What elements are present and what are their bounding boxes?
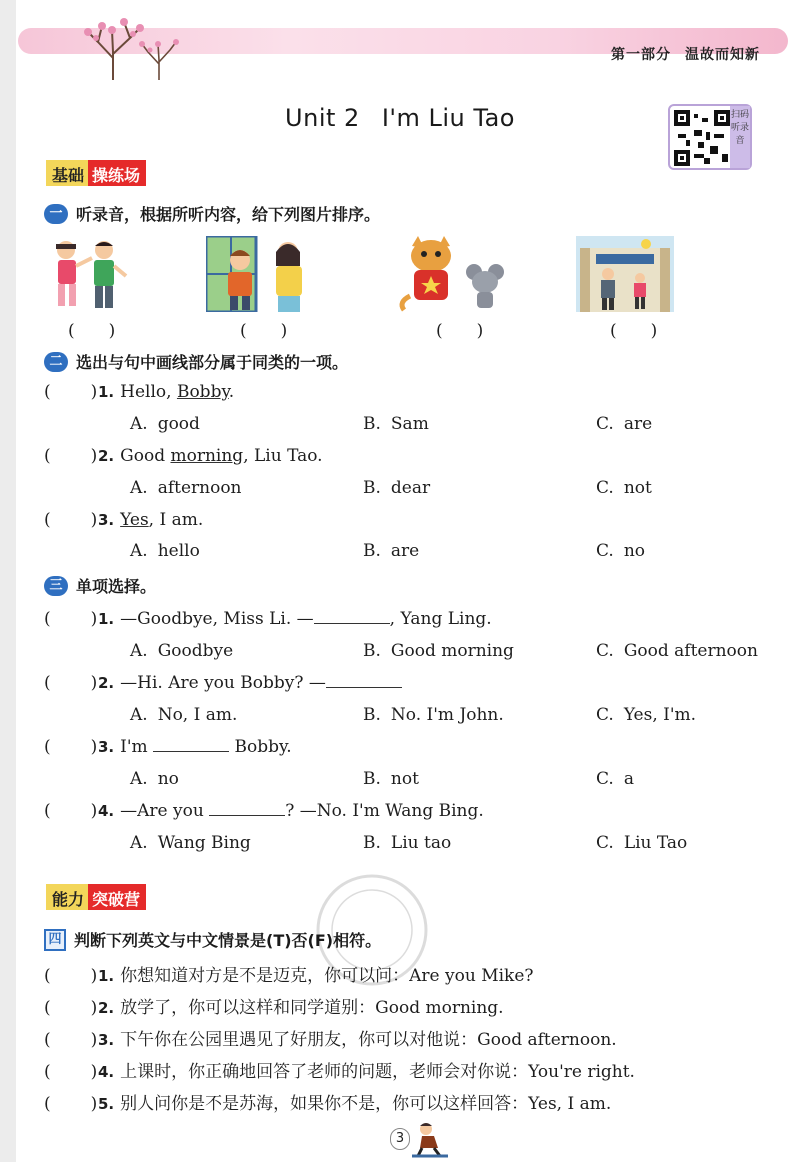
- item-text: 下午你在公园里遇见了好朋友，你可以对他说：Good afternoon.: [120, 1030, 617, 1050]
- q3-item-1: [44, 609, 492, 629]
- item-number: 2.: [98, 999, 115, 1017]
- q3-1-option-c[interactable]: [596, 641, 758, 661]
- item-text-post: , Yang Ling.: [389, 609, 492, 629]
- option-letter: B.: [363, 478, 381, 498]
- option-text: are: [390, 541, 420, 561]
- option-letter: A.: [130, 541, 148, 561]
- picture-1-answer[interactable]: ( ): [68, 321, 116, 341]
- q3-4-option-b[interactable]: [363, 833, 451, 853]
- item-text: 别人问你是不是苏海，如果你不是，你可以这样回答：Yes, I am.: [120, 1094, 612, 1114]
- small-tree-icon: [136, 36, 182, 80]
- question-2-heading: [44, 350, 348, 373]
- question-3-instruction: 单项选择。: [76, 577, 157, 596]
- answer-bracket[interactable]: ( ): [44, 1030, 98, 1050]
- q3-3-option-b[interactable]: [363, 769, 419, 789]
- item-number: 3.: [98, 1031, 115, 1049]
- underlined-word: morning: [170, 446, 244, 466]
- option-text: Liu Tao: [623, 833, 688, 853]
- question-2-badge: 二: [44, 352, 68, 372]
- children-greeting-picture: [42, 236, 134, 312]
- section-ability-tag: [46, 884, 146, 910]
- q3-item-3: [44, 737, 292, 757]
- option-letter: A.: [130, 833, 148, 853]
- option-text: hello: [157, 541, 200, 561]
- part-label: 第一部分: [611, 47, 671, 63]
- question-4-heading: [44, 928, 381, 951]
- option-letter: A.: [130, 478, 148, 498]
- option-text: No. I'm John.: [390, 705, 504, 725]
- qr-label: 扫码听录音: [730, 106, 750, 168]
- q2-item-1: [44, 382, 234, 402]
- question-4-badge: 四: [44, 929, 66, 951]
- q3-4-option-a[interactable]: [130, 833, 251, 853]
- q2-1-option-a[interactable]: [130, 414, 200, 434]
- option-letter: C.: [596, 705, 614, 725]
- option-text: no: [157, 769, 179, 789]
- option-letter: B.: [363, 541, 381, 561]
- mascot-icon: [412, 1120, 448, 1158]
- option-letter: B.: [363, 833, 381, 853]
- section-ability-label-b: 突破营: [88, 884, 146, 910]
- q2-2-option-b[interactable]: [363, 478, 430, 498]
- item-number: 2.: [98, 674, 115, 692]
- option-text: afternoon: [157, 478, 242, 498]
- option-text: Goodbye: [157, 641, 234, 661]
- item-text-pre: I'm: [120, 737, 154, 757]
- option-letter: C.: [596, 541, 614, 561]
- answer-bracket[interactable]: ( ): [44, 446, 98, 466]
- option-letter: C.: [596, 641, 614, 661]
- q2-3-option-c[interactable]: [596, 541, 645, 561]
- q4-item-3: [44, 1025, 617, 1050]
- item-text: 上课时，你正确地回答了老师的问题，老师会对你说：You're right.: [120, 1062, 635, 1082]
- q3-2-option-b[interactable]: [363, 705, 504, 725]
- answer-bracket[interactable]: ( ): [44, 1094, 98, 1114]
- q2-1-option-c[interactable]: [596, 414, 652, 434]
- q4-item-5: [44, 1089, 611, 1114]
- section-basic-tag: [46, 160, 146, 186]
- option-letter: B.: [363, 705, 381, 725]
- answer-bracket[interactable]: ( ): [44, 510, 98, 530]
- q3-item-2: [44, 673, 402, 693]
- qr-code-box[interactable]: [668, 104, 752, 170]
- question-1-heading: [44, 202, 380, 225]
- question-1-instruction: 听录音，根据所听内容，给下列图片排序。: [76, 205, 381, 224]
- option-text: No, I am.: [157, 705, 238, 725]
- item-number: 5.: [98, 1095, 115, 1113]
- page-number: 3: [390, 1128, 410, 1150]
- item-number: 1.: [98, 383, 115, 401]
- option-text: Liu tao: [390, 833, 452, 853]
- slogan-label: 温故而知新: [685, 47, 760, 63]
- q2-3-option-b[interactable]: [363, 541, 419, 561]
- unit-name: I'm Liu Tao: [381, 104, 515, 132]
- option-text: dear: [390, 478, 431, 498]
- option-letter: C.: [596, 478, 614, 498]
- section-basic-label-b: 操练场: [88, 160, 146, 186]
- item-text-pre: Good: [120, 446, 171, 466]
- answer-bracket[interactable]: ( ): [44, 998, 98, 1018]
- q2-2-option-a[interactable]: [130, 478, 242, 498]
- question-2-instruction: 选出与句中画线部分属于同类的一项。: [76, 353, 349, 372]
- q2-2-option-c[interactable]: [596, 478, 652, 498]
- q4-item-2: [44, 993, 504, 1018]
- option-text: not: [623, 478, 652, 498]
- option-text: good: [157, 414, 200, 434]
- picture-4-answer[interactable]: ( ): [610, 321, 658, 341]
- option-letter: A.: [130, 414, 148, 434]
- underlined-word: Bobby: [176, 382, 229, 402]
- option-letter: A.: [130, 641, 148, 661]
- fill-blank[interactable]: [326, 674, 402, 688]
- option-text: Good morning: [390, 641, 514, 661]
- question-3-badge: 三: [44, 576, 68, 596]
- item-number: 1.: [98, 610, 115, 628]
- q3-1-option-b[interactable]: [363, 641, 514, 661]
- question-3-heading: [44, 574, 156, 597]
- q2-item-3: [44, 510, 203, 530]
- q3-3-option-a[interactable]: [130, 769, 179, 789]
- fill-blank[interactable]: [209, 802, 285, 816]
- answer-bracket[interactable]: ( ): [44, 673, 98, 693]
- item-number: 4.: [98, 802, 115, 820]
- answer-bracket[interactable]: ( ): [44, 609, 98, 629]
- q4-item-4: [44, 1057, 635, 1082]
- page-edge: [0, 0, 16, 1162]
- underlined-word: Yes: [120, 510, 149, 530]
- boy-and-woman-picture: [206, 236, 324, 312]
- section-basic-label-a: 基础: [46, 160, 88, 186]
- answer-bracket[interactable]: ( ): [44, 737, 98, 757]
- q3-3-option-c[interactable]: [596, 769, 634, 789]
- option-text: not: [390, 769, 419, 789]
- item-text: 放学了，你可以这样和同学道别：Good morning.: [120, 998, 504, 1018]
- item-text-post: Bobby.: [229, 737, 292, 757]
- item-text-pre: —Are you: [120, 801, 210, 821]
- header-part-label: [597, 44, 760, 64]
- q3-2-option-c[interactable]: [596, 705, 696, 725]
- item-number: 4.: [98, 1063, 115, 1081]
- item-text-post: .: [228, 382, 235, 402]
- item-text-post: , I am.: [148, 510, 204, 530]
- section-ability-label-a: 能力: [46, 884, 88, 910]
- fill-blank[interactable]: [153, 738, 229, 752]
- option-letter: C.: [596, 414, 614, 434]
- item-text-pre: —Hi. Are you Bobby? —: [120, 673, 326, 693]
- q3-4-option-c[interactable]: [596, 833, 687, 853]
- item-number: 2.: [98, 447, 115, 465]
- option-letter: C.: [596, 833, 614, 853]
- option-text: a: [623, 769, 634, 789]
- item-text-pre: —Goodbye, Miss Li. —: [120, 609, 314, 629]
- answer-bracket[interactable]: ( ): [44, 1062, 98, 1082]
- option-text: Yes, I'm.: [623, 705, 697, 725]
- answer-bracket[interactable]: ( ): [44, 966, 98, 986]
- answer-bracket[interactable]: ( ): [44, 382, 98, 402]
- option-text: are: [623, 414, 653, 434]
- item-number: 3.: [98, 738, 115, 756]
- option-letter: A.: [130, 769, 148, 789]
- q3-item-4: [44, 801, 484, 821]
- answer-bracket[interactable]: ( ): [44, 801, 98, 821]
- q4-item-1: [44, 961, 534, 986]
- question-4-instruction: 判断下列英文与中文情景是(T)否(F)相符。: [74, 931, 382, 950]
- cat-and-mouse-picture: [398, 236, 510, 312]
- option-letter: A.: [130, 705, 148, 725]
- q3-1-option-a[interactable]: [130, 641, 233, 661]
- item-text-post: , Liu Tao.: [243, 446, 323, 466]
- option-text: Wang Bing: [157, 833, 251, 853]
- option-letter: C.: [596, 769, 614, 789]
- option-letter: B.: [363, 414, 381, 434]
- qr-code-icon: [674, 110, 730, 166]
- option-text: Good afternoon: [623, 641, 758, 661]
- item-text-post: ? —No. I'm Wang Bing.: [285, 801, 484, 821]
- item-text-pre: Hello,: [120, 382, 177, 402]
- unit-label: Unit 2: [285, 104, 360, 132]
- picture-2-answer[interactable]: ( ): [240, 321, 288, 341]
- q2-3-option-a[interactable]: [130, 541, 200, 561]
- option-text: no: [623, 541, 645, 561]
- q3-2-option-a[interactable]: [130, 705, 237, 725]
- q2-1-option-b[interactable]: [363, 414, 429, 434]
- item-number: 1.: [98, 967, 115, 985]
- option-letter: B.: [363, 769, 381, 789]
- question-1-badge: 一: [44, 204, 68, 224]
- item-text: 你想知道对方是不是迈克，你可以问：Are you Mike?: [120, 966, 534, 986]
- school-gate-picture: [576, 236, 674, 312]
- option-letter: B.: [363, 641, 381, 661]
- item-number: 3.: [98, 511, 115, 529]
- picture-3-answer[interactable]: ( ): [436, 321, 484, 341]
- fill-blank[interactable]: [314, 610, 390, 624]
- option-text: Sam: [390, 414, 429, 434]
- q2-item-2: [44, 446, 323, 466]
